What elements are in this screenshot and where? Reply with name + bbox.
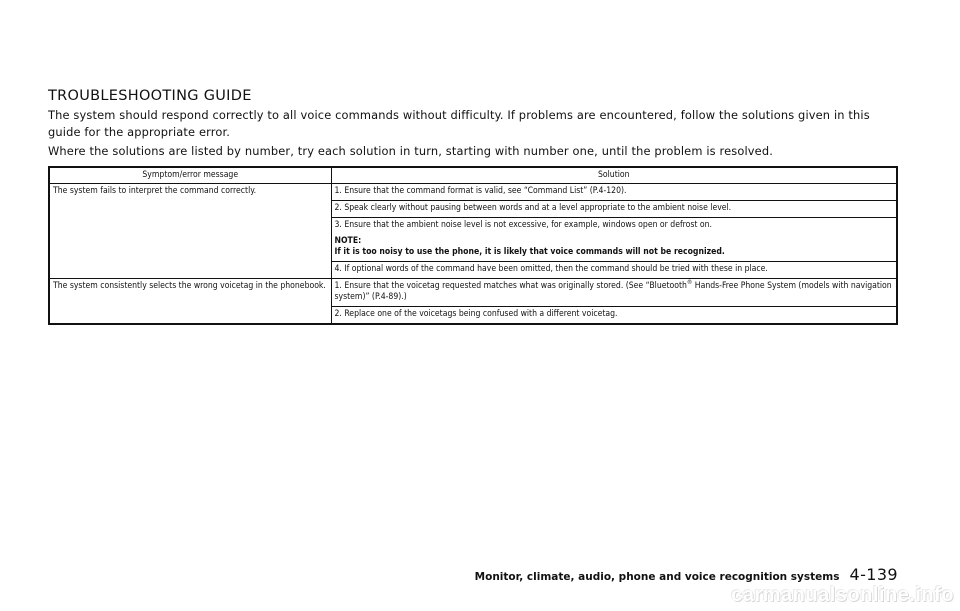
symptom-cell: The system consistently selects the wrong voicetag in the phonebook.: [49, 279, 331, 325]
troubleshooting-table: [48, 166, 898, 325]
solution-cell: 1. Ensure that the command format is valid, see “Command List” (P.4-120).: [331, 184, 897, 201]
intro-paragraph: The system should respond correctly to all voice commands without difficulty. If problems are encountered, follow the solutions given in this guide for the appropriate error.: [48, 108, 870, 139]
section-heading: TROUBLESHOOTING GUIDE: [48, 88, 252, 104]
header-solution: Solution: [331, 167, 897, 184]
solution-cell: [331, 218, 897, 262]
instruction-paragraph: Where the solutions are listed by number, try each solution in turn, starting with number one, until the problem is resolved.: [48, 144, 773, 158]
table-row: [49, 184, 897, 201]
table-row: [49, 279, 897, 307]
page-number: 4-139: [849, 565, 898, 584]
footer-section-title: Monitor, climate, audio, phone and voice recognition systems: [474, 571, 840, 583]
solution-text: 1. Ensure that the voicetag requested matches what was originally stored. (See “Bluetooth: [334, 281, 687, 291]
watermark-text: carmanualsonline.info: [731, 584, 954, 606]
solution-cell: 2. Speak clearly without pausing between words and at a level appropriate to the ambient noise level.: [331, 201, 897, 218]
symptom-cell: The system fails to interpret the command correctly.: [49, 184, 331, 279]
solution-cell: 2. Replace one of the voicetags being confused with a different voicetag.: [331, 307, 897, 325]
solution-cell: [331, 279, 897, 307]
solution-cell: 4. If optional words of the command have been omitted, then the command should be tried with these in place.: [331, 262, 897, 279]
registered-mark: ®: [686, 279, 693, 286]
solution-text: Hands-Free Phone System (models with navigation system)” (P.4-89).): [334, 281, 892, 302]
note-label: NOTE:: [334, 236, 362, 246]
table-header-row: [49, 167, 897, 184]
header-symptom: Symptom/error message: [49, 167, 331, 184]
solution-text: 3. Ensure that the ambient noise level is not excessive, for example, windows open or defrost on.: [334, 220, 712, 230]
page-footer: [475, 565, 898, 584]
note-text: If it is too noisy to use the phone, it is likely that voice commands will not be recognized.: [334, 247, 725, 257]
